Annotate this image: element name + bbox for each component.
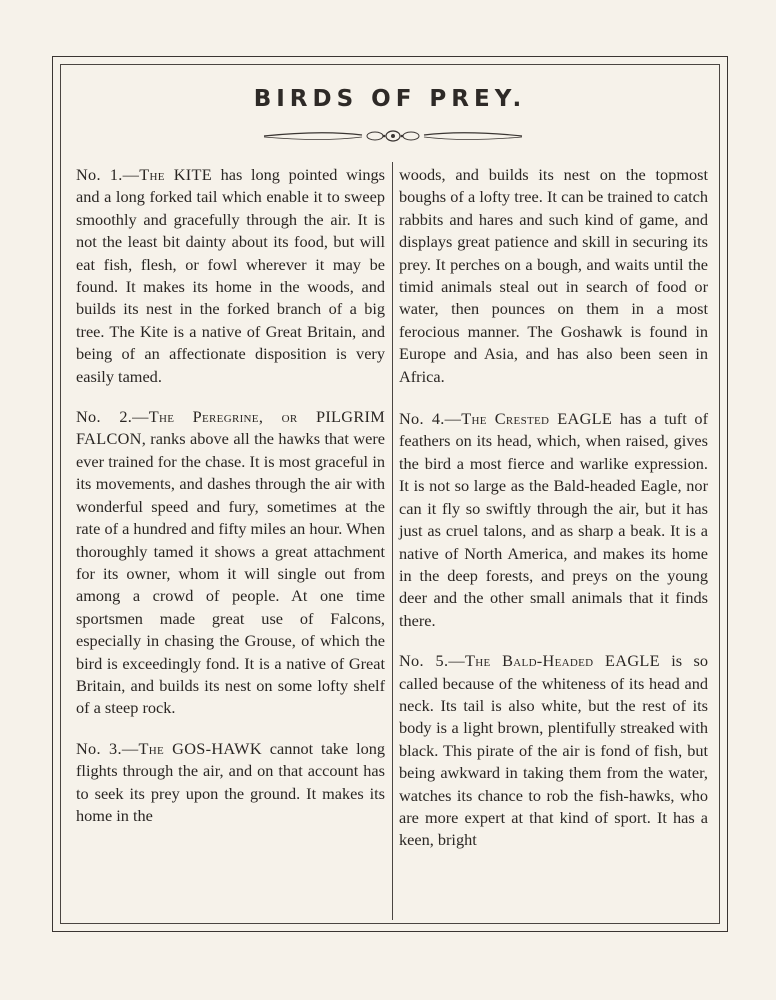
- entry-bird-name: The Peregrine, or PILGRIM FALCON: [76, 407, 385, 449]
- entry-text: has long pointed wings and a long forked tail which enable it to sweep smoothly and gracefully through the air. It is not the least bit dainty about its food, but will eat fish, flesh, or fowl wherever it may be found. It makes its home in the woods, and builds its nest in the forked branch of a big tree. The Kite is a native of Great Britain, and being of an affectionate disposition is very easily tamed.: [76, 165, 386, 386]
- ornament-divider: [262, 126, 524, 146]
- entry-number: No. 1.—: [76, 165, 140, 184]
- entry-bird-name: The Crested EAGLE: [461, 409, 613, 429]
- entry-crested-eagle: [399, 408, 708, 632]
- entry-text: has a tuft of feathers on its head, which, when raised, gives the bird a most fierce and warlike expression. It is not so large as the Bald-headed Eagle, nor can it fly so swiftly through the air, but it has just as cruel talons, and as sharp a beak. It is a native of North America, and makes its home in the deep forests, and preys on the young deer and the other small animals that it finds there.: [399, 409, 708, 630]
- entry-bird-name: The KITE: [139, 165, 212, 184]
- entry-gos-hawk-continued: [399, 164, 708, 388]
- entry-bird-name: The GOS-HAWK: [138, 738, 262, 758]
- entry-number: No. 4.—: [399, 409, 462, 429]
- entry-gos-hawk: [76, 738, 385, 828]
- entry-text: cannot take long flights through the air, and on that account has to seek its prey upon the ground. It makes its home in the: [76, 738, 386, 825]
- left-column: [76, 164, 385, 845]
- entry-text: woods, and builds its nest on the topmost boughs of a lofty tree. It can be trained to catch rabbits and hares and such kind of game, and displays great patience and skill in securing its prey. It perches on a bough, and waits until the timid animals steal out in search of food or water, then pounces on them in a most ferocious manner. The Goshawk is found in Europe and Asia, and has also been seen in Africa.: [399, 165, 708, 386]
- entry-number: No. 5.—: [399, 651, 465, 671]
- entry-text: , ranks above all the hawks that were ever trained for the chase. It is most graceful in its movements, and dashes through the air with wonderful speed and fury, sometimes at the rate of a hundred and fifty miles an hour. When thoroughly tamed it shows a great attachment for its owner, whom it will single out from among a crowd of people. At one time sportsmen made great use of Falcons, especially in chasing the Grouse, of which the bird is exceedingly fond. It is a native of Great Britain, and builds its nest on some lofty shelf of a steep rock.: [76, 429, 385, 718]
- entry-text: is so called because of the whiteness of its head and neck. Its tail is also white, but the rest of its body is a light brown, plentifully streaked with black. This pirate of the air is fond of fish, but being awkward in taking them from the water, watches its chance to rob the fish-hawks, who are more expert at that kind of sport. It has a keen, bright: [399, 651, 708, 850]
- entry-peregrine-falcon: [76, 406, 385, 720]
- entry-kite: [76, 164, 385, 388]
- column-divider: [392, 162, 393, 920]
- entry-number: No. 3.—: [76, 738, 139, 758]
- entry-bird-name: The Bald-Headed EAGLE: [464, 651, 660, 671]
- entry-number: No. 2.—: [76, 407, 149, 427]
- page-title: BIRDS OF PREY.: [253, 86, 527, 112]
- right-column: [399, 164, 708, 870]
- entry-bald-headed-eagle: [399, 650, 708, 852]
